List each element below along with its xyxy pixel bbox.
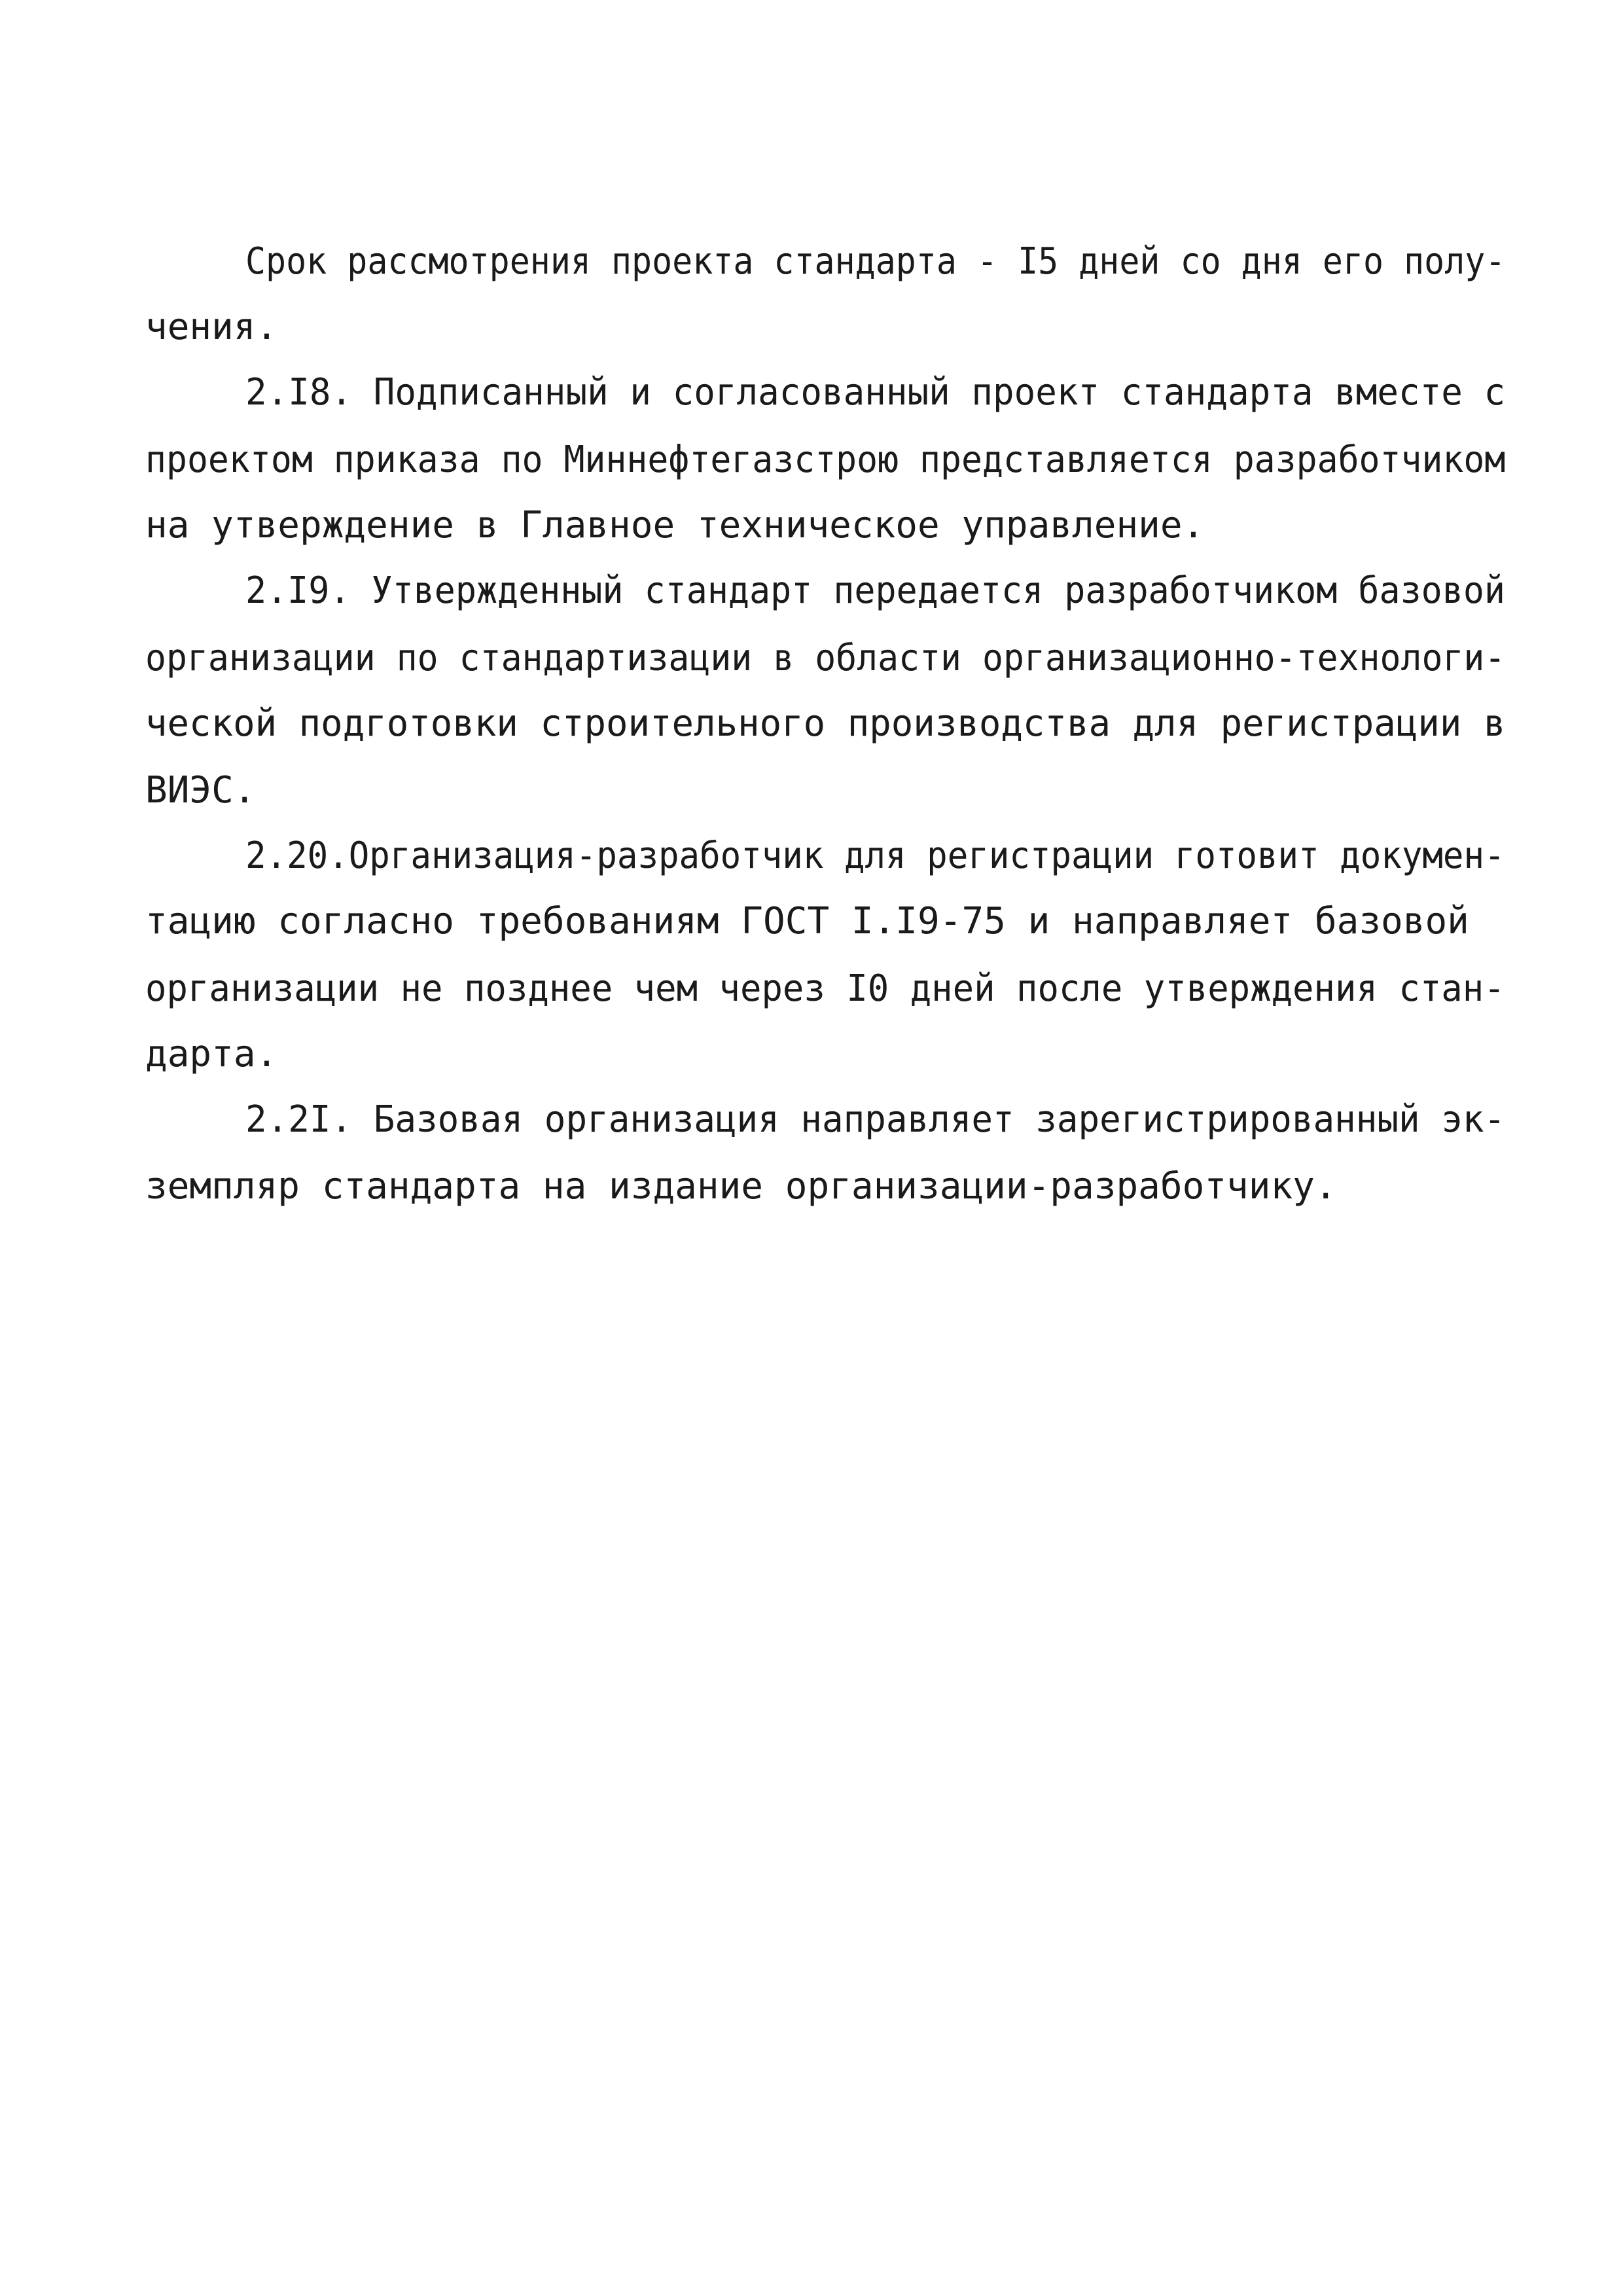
text-line: тацию согласно требованиям ГОСТ I.I9-75 и направляет базовой: [145, 900, 1469, 942]
text-line: ВИЭС.: [145, 769, 256, 812]
text-line: Срок рассмотрения проекта стандарта - I5 дней со дня его полу-: [245, 240, 1506, 283]
text-line: 2.I8. Подписанный и согласованный проект стандарта вместе с: [245, 371, 1506, 414]
text-line: земпляр стандарта на издание организации-разработчику.: [145, 1165, 1337, 1208]
text-line: ческой подготовки строительного производства для регистрации в: [145, 702, 1506, 745]
text-line: на утверждение в Главное техническое управление.: [145, 504, 1205, 547]
text-line: организации по стандартизации в области организационно-технологи-: [145, 637, 1506, 679]
text-line: чения.: [145, 306, 278, 348]
text-line: 2.I9. Утвержденный стандарт передается разработчиком базовой: [245, 569, 1505, 612]
text-line: организации не позднее чем через I0 дней после утверждения стан-: [145, 967, 1505, 1010]
text-line: проектом приказа по Миннефтегазстрою представляется разработчиком: [145, 439, 1506, 481]
text-line: дарта.: [145, 1033, 278, 1075]
text-line: 2.20.Организация-разработчик для регистрации готовит докумен-: [245, 834, 1505, 877]
text-line: 2.2I. Базовая организация направляет зарегистрированный эк-: [245, 1098, 1506, 1141]
